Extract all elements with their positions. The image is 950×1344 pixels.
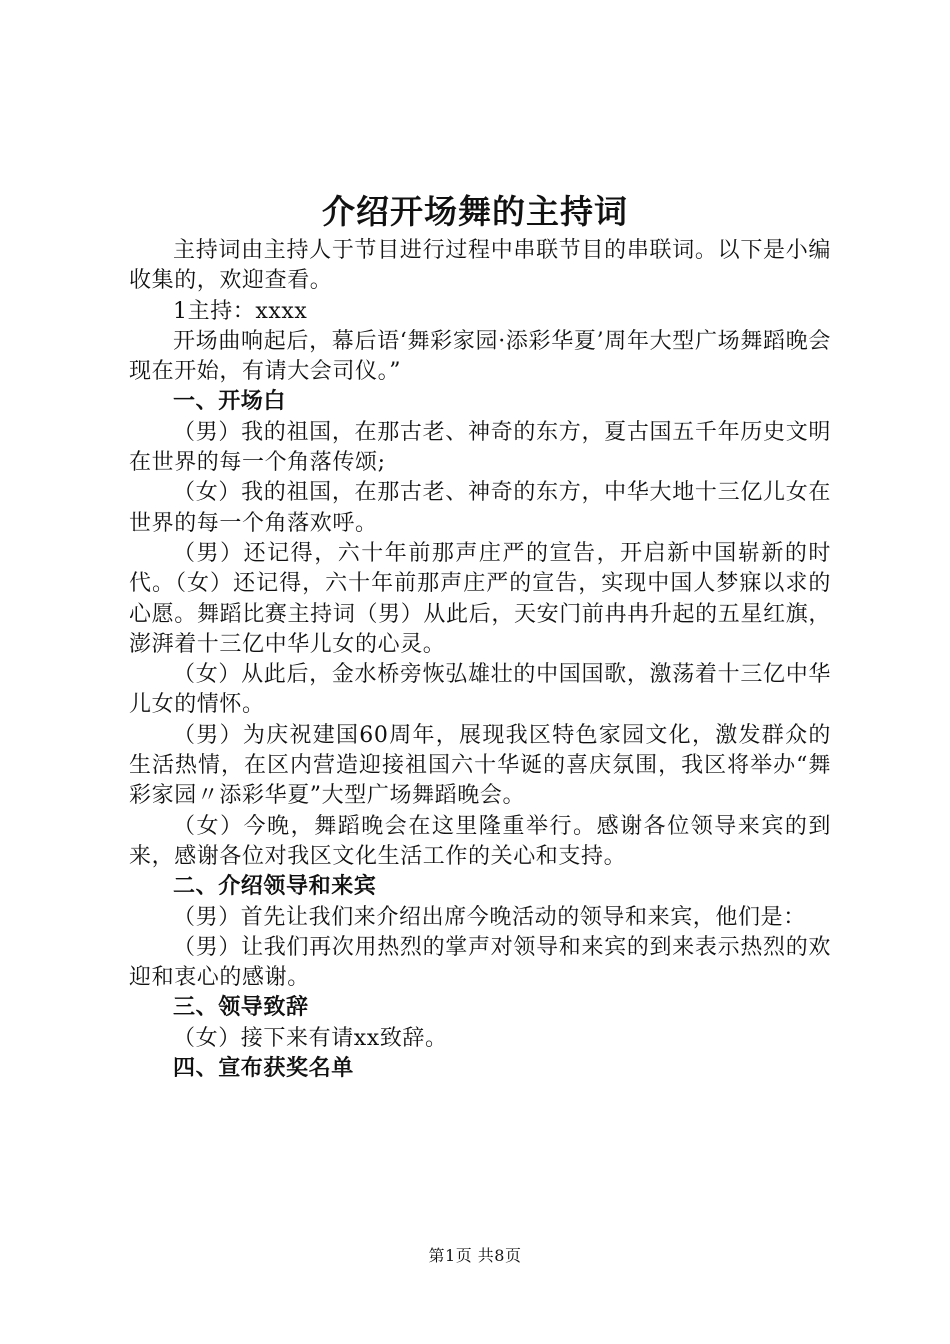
section-heading-speech: 三、领导致辞 bbox=[173, 995, 309, 1021]
dialogue-paragraph: （女）今晚，舞蹈晚会在这里隆重举行。感谢各位领导来宾的到来，感谢各位对我区文化生活工作的关心和支持。 bbox=[129, 813, 831, 869]
dialogue-paragraph: （女）接下来有请xx致辞。 bbox=[173, 1025, 448, 1051]
document-body bbox=[129, 236, 831, 1084]
dialogue-paragraph: （男）首先让我们来介绍出席今晚活动的领导和来宾，他们是： bbox=[173, 904, 806, 930]
host-line: 1主持：xxxx bbox=[173, 298, 308, 324]
section-heading-awards: 四、宣布获奖名单 bbox=[173, 1056, 354, 1082]
dialogue-paragraph: （女）我的祖国，在那古老、神奇的东方，中华大地十三亿儿女在世界的每一个角落欢呼。 bbox=[129, 480, 831, 536]
dialogue-paragraph: （男）还记得，六十年前那声庄严的宣告，开启新中国崭新的时代。（女）还记得，六十年前那声庄严的宣告，实现中国人梦寐以求的心愿。舞蹈比赛主持词（男）从此后，天安门前冉冉升起的五星红旗，澎湃着十三亿中华儿女的心灵。 bbox=[129, 540, 831, 657]
intro-paragraph: 主持词由主持人于节目进行过程中串联节目的串联词。以下是小编收集的，欢迎查看。 bbox=[129, 238, 831, 294]
opening-music-paragraph: 开场曲响起后，幕后语‘舞彩家园·添彩华夏’周年大型广场舞蹈晚会现在开始，有请大会司仪。” bbox=[129, 328, 831, 385]
dialogue-paragraph: （男）让我们再次用热烈的掌声对领导和来宾的到来表示热烈的欢迎和衷心的感谢。 bbox=[129, 934, 831, 991]
dialogue-paragraph: （男）我的祖国，在那古老、神奇的东方，夏古国五千年历史文明在世界的每一个角落传颂; bbox=[129, 419, 831, 476]
dialogue-paragraph: （女）从此后，金水桥旁恢弘雄壮的中国国歌，激荡着十三亿中华儿女的情怀。 bbox=[129, 662, 831, 718]
dialogue-paragraph: （男）为庆祝建国60周年，展现我区特色家园文化，激发群众的生活热情，在区内营造迎接祖国六十华诞的喜庆氛围，我区将举办“舞彩家园〃添彩华夏”大型广场舞蹈晚会。 bbox=[129, 722, 831, 809]
page-number-footer: 第1页 共8页 bbox=[428, 1246, 522, 1265]
document-title: 介绍开场舞的主持词 bbox=[322, 192, 628, 231]
section-heading-guests: 二、介绍领导和来宾 bbox=[173, 874, 377, 900]
section-heading-opening: 一、开场白 bbox=[173, 389, 287, 415]
